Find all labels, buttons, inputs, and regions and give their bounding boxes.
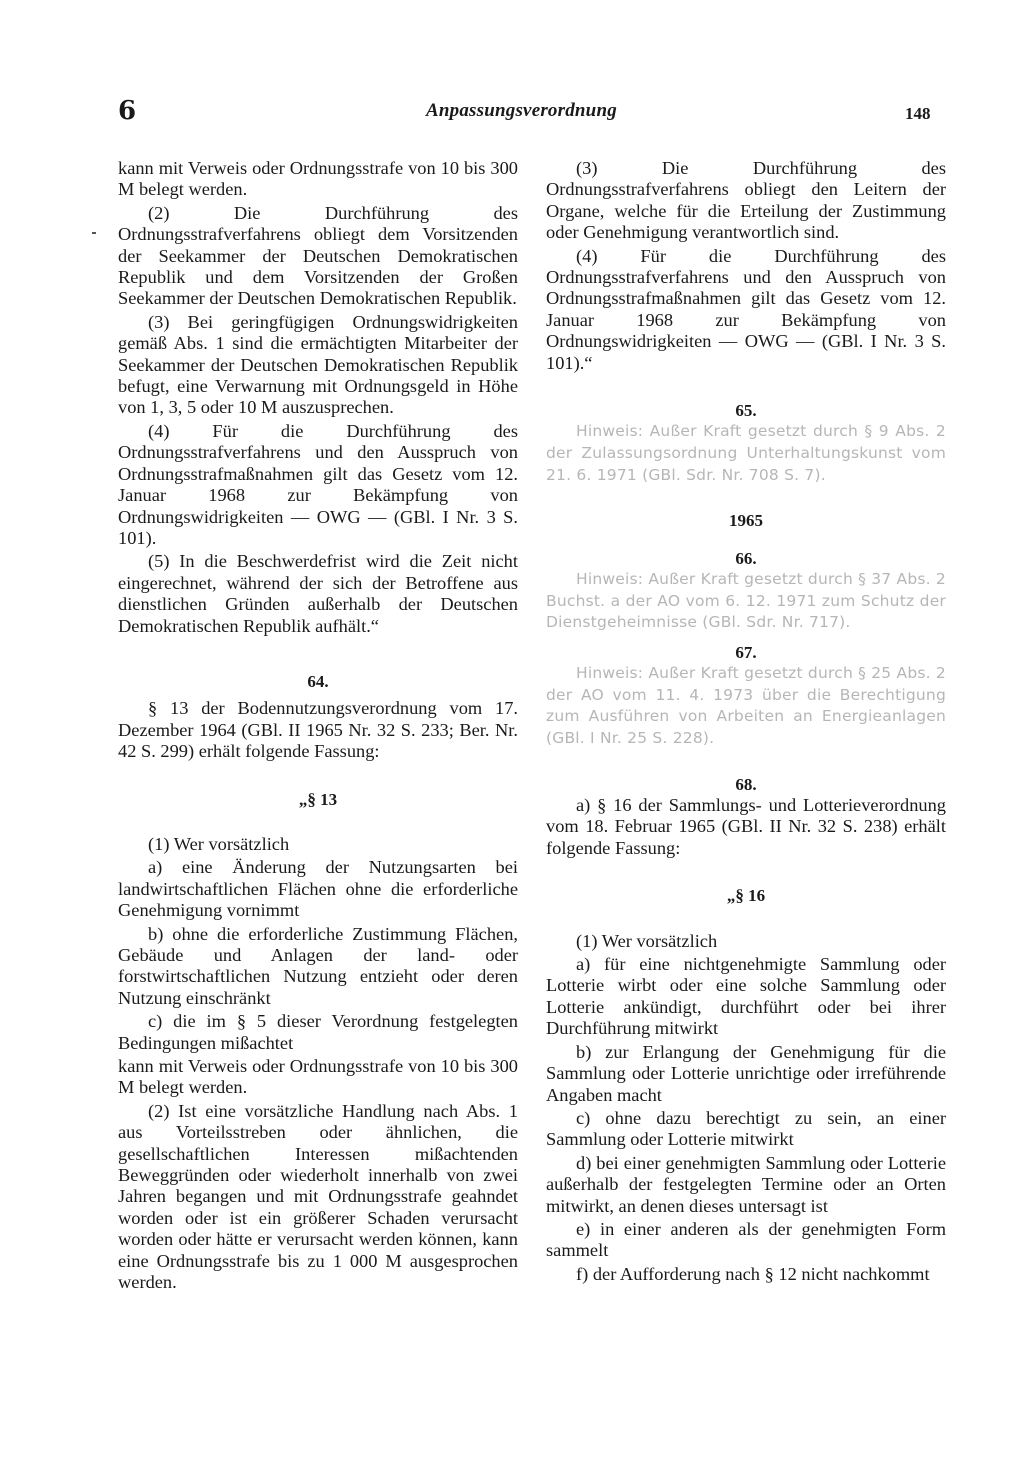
margin-mark	[92, 232, 96, 234]
section-heading-65: 65.	[735, 401, 757, 421]
list-item: b) ohne die erforderliche Zustimmung Flächen, Gebäude und Anlagen der land- oder forstwirtschaftlichen Nutzung entzieht oder deren Nutzung einschränkt	[118, 923, 518, 1008]
section-text-64: § 13 der Bodennutzungsverordnung vom 17. Dezember 1964 (GBl. II 1965 Nr. 32 S. 233; Ber. Nr. 42 S. 299) erhält folgende Fassung:	[118, 698, 518, 762]
page-number: 148	[905, 104, 931, 123]
page-header	[0, 96, 1024, 136]
repeal-note: Hinweis: Außer Kraft gesetzt durch § 25 Abs. 2 der AO vom 11. 4. 1973 über die Berechtigung zum Ausführen von Arbeiten an Energieanlagen (GBl. I Nr. 25 S. 228).	[546, 664, 946, 748]
list-item: a) für eine nichtgenehmigte Sammlung oder Lotterie wirbt oder eine solche Sammlung oder Lotterie ankündigt, durchführt oder bei ihrer Durchführung mitwirkt	[546, 954, 946, 1039]
list-item: a) eine Änderung der Nutzungsarten bei landwirtschaftlichen Flächen ohne die erforderliche Genehmigung vornimmt	[118, 857, 518, 921]
paragraph: (4) Für die Durchführung des Ordnungsstrafverfahrens und den Ausspruch von Ordnungsstrafmaßnahmen gilt das Gesetz vom 12. Januar 1968 zur Bekämpfung von Ordnungswidrigkeiten — OWG — (GBl. I Nr. 3 S. 101).	[118, 420, 518, 548]
list-item: b) zur Erlangung der Genehmigung für die Sammlung oder Lotterie unrichtige oder irreführende Angaben macht	[546, 1041, 946, 1105]
paragraph-heading-13: „§ 13	[298, 789, 338, 809]
section-heading-64: 64.	[307, 671, 329, 691]
section-text-68: a) § 16 der Sammlungs- und Lotterieverordnung vom 18. Februar 1965 (GBl. II Nr. 32 S. 238) erhält folgende Fassung:	[546, 795, 946, 858]
paragraph: (1) Wer vorsätzlich	[148, 833, 290, 854]
paragraph: (2) Die Durchführung des Ordnungsstrafverfahrens obliegt dem Vorsitzenden der Seekammer der Deutschen Demokratischen Republik und dem Vorsitzenden der Großen Seekammer der Deutschen Demokratischen Republik.	[118, 202, 518, 309]
paragraph: (3) Bei geringfügigen Ordnungswidrigkeiten gemäß Abs. 1 sind die ermächtigten Mitarbeiter der Seekammer der Deutschen Demokratischen Republik befugt, eine Verwarnung mit Ordnungsgeld in Höhe von 1, 3, 5 oder 10 M auszusprechen.	[118, 311, 518, 418]
list-item: c) die im § 5 dieser Verordnung festgelegten Bedingungen mißachtet	[118, 1011, 518, 1053]
list-item: f) der Aufforderung nach § 12 nicht nachkommt	[576, 1263, 930, 1284]
chapter-number: 6	[118, 96, 137, 126]
paragraph-heading-16: „§ 16	[726, 886, 766, 906]
list-item: d) bei einer genehmigten Sammlung oder Lotterie außerhalb der festgelegten Termine oder an Orten mitwirkt, an denen dieses untersagt ist	[546, 1152, 946, 1216]
year-heading: 1965	[729, 511, 763, 531]
paragraph: (4) Für die Durchführung des Ordnungsstrafverfahrens und den Ausspruch von Ordnungsstrafmaßnahmen gilt das Gesetz vom 12. Januar 1968 zur Bekämpfung von Ordnungswidrigkeiten — OWG — (GBl. I Nr. 3 S. 101).“	[546, 245, 946, 373]
paragraph: (1) Wer vorsätzlich	[576, 930, 718, 951]
repeal-note: Hinweis: Außer Kraft gesetzt durch § 37 Abs. 2 Buchst. a der AO vom 6. 12. 1971 zum Schutz der Dienstgeheimnisse (GBl. Sdr. Nr. 717).	[546, 570, 946, 632]
right-column	[546, 158, 946, 1287]
list-item: e) in einer anderen als der genehmigten Form sammelt	[546, 1218, 946, 1261]
list-item: c) ohne dazu berechtigt zu sein, an einer Sammlung oder Lotterie mitwirkt	[546, 1107, 946, 1150]
section-heading-67: 67.	[735, 642, 757, 662]
paragraph: (3) Die Durchführung des Ordnungsstrafverfahrens obliegt den Leitern der Organe, welche für die Erteilung der Zustimmung oder Genehmigung verantwortlich sind.	[546, 158, 946, 243]
section-heading-66: 66.	[735, 548, 757, 568]
left-column	[118, 158, 518, 1296]
paragraph: (5) In die Beschwerdefrist wird die Zeit nicht eingerechnet, während der sich der Betroffene aus dienstlichen Gründen außerhalb der Deutschen Demokratischen Republik aufhält.“	[118, 551, 518, 636]
paragraph: kann mit Verweis oder Ordnungsstrafe von 10 bis 300 M belegt werden.	[118, 158, 518, 200]
section-heading-68: 68.	[735, 774, 757, 794]
paragraph: kann mit Verweis oder Ordnungsstrafe von 10 bis 300 M belegt werden.	[118, 1056, 518, 1098]
running-title: Anpassungsverordnung	[426, 100, 617, 121]
paragraph: (2) Ist eine vorsätzliche Handlung nach Abs. 1 aus Vorteilsstreben oder ähnlichen, die gesellschaftlichen Interessen mißachtenden Beweggründen oder wiederholt innerhalb von zwei Jahren begangen und mit Ordnungsstrafe geahndet worden oder ist ein größerer Schaden verursacht worden oder hätte er verursacht werden können, kann eine Ordnungsstrafe bis zu 1 000 M ausgesprochen werden.	[118, 1100, 518, 1293]
repeal-note: Hinweis: Außer Kraft gesetzt durch § 9 Abs. 2 der Zulassungsordnung Unterhaltungskunst vom 21. 6. 1971 (GBl. Sdr. Nr. 708 S. 7).	[546, 422, 946, 484]
